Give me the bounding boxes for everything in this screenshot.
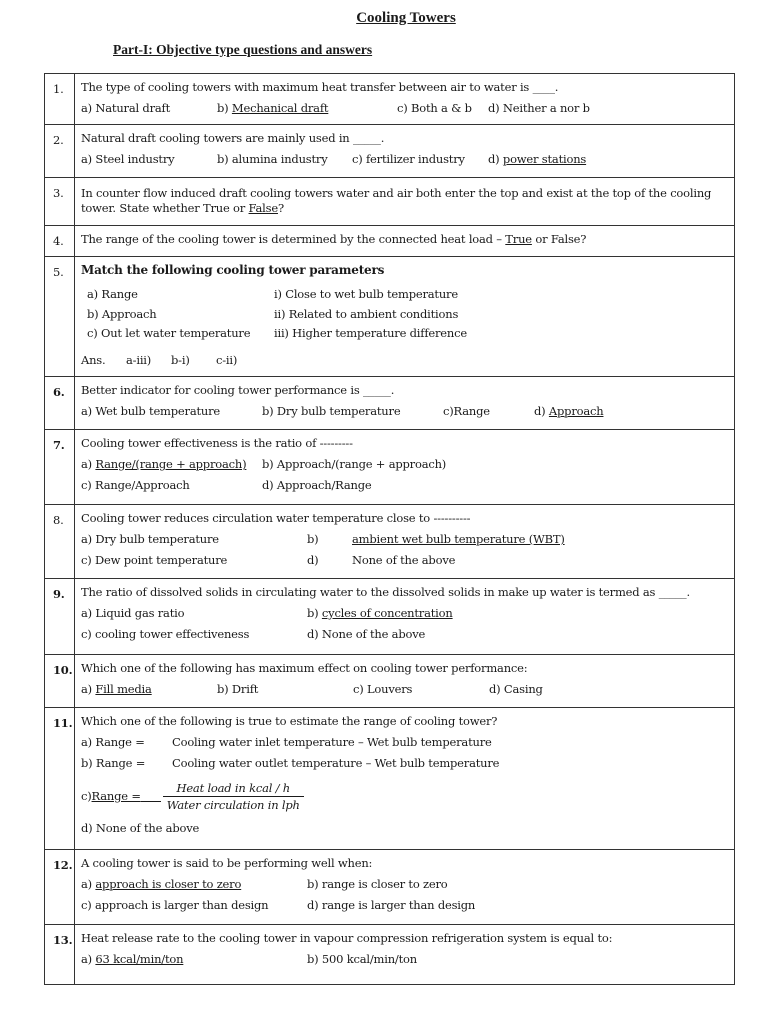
option-label: b) [217,101,232,115]
question-number: 8. [45,505,75,579]
option-label: c) [81,788,92,803]
question-row [45,655,735,708]
question-stem: Which one of the following has maximum effect on cooling tower performance: [81,661,528,675]
question-stem: Better indicator for cooling tower performance is _____. [81,383,395,397]
option-c: c) Louvers [353,682,413,696]
option-a [81,874,307,895]
question-number: 3. [45,178,75,226]
question-number: 6. [45,377,75,430]
option-a: a) Dry bulb temperature [81,532,219,546]
document-title: Cooling Towers [356,10,456,26]
options-line [81,624,728,645]
question-row [45,505,735,579]
question-row [45,125,735,178]
question-number: 4. [45,226,75,257]
option-a [81,949,307,970]
correct-answer: ambient wet bulb temperature (WBT) [352,532,565,546]
question-body [75,850,735,925]
option-a-label: a) Range = [81,735,145,749]
option-b: b) 500 kcal/min/ton [307,952,417,966]
options-line [81,895,728,916]
options-line [81,529,728,550]
question-row [45,257,735,377]
match-right: iii) Higher temperature difference [274,326,467,340]
question-number: 10. [45,655,75,708]
option-label: a) [81,952,96,966]
option-b: b) alumina industry [217,152,328,166]
question-stem-cont [81,201,728,216]
option-d: None of the above [352,553,456,567]
options-line [81,401,728,422]
option-a: a) Steel industry [81,152,175,166]
option-d: d) None of the above [307,627,426,641]
fraction-denominator: Water circulation in lph [166,797,300,812]
option-d: d) Approach/Range [262,478,372,492]
correct-answer: Range = [91,788,141,803]
option-label: d) [534,404,549,418]
question-stem: In counter flow induced draft cooling towers water and air both enter the top and exist at the top of the cooling [81,186,712,200]
option-a [81,679,217,700]
question-number: 1. [45,74,75,125]
option-d: d) Neither a nor b [488,101,590,115]
option-label: b) [307,606,322,620]
option-a [81,454,262,475]
option-b [217,98,397,119]
correct-answer: True [505,232,532,246]
option-b [307,603,453,624]
option-c: c) Dew point temperature [81,553,228,567]
option-c: c) approach is larger than design [81,898,269,912]
question-body [75,430,735,505]
question-body [75,226,735,257]
question-body [75,655,735,708]
options-line [81,679,728,700]
option-label: a) [81,682,96,696]
options-line [81,603,728,624]
option-d: d) None of the above [81,821,200,835]
answer-pair: a-iii) [126,352,152,367]
option-label: d) [488,152,503,166]
match-row [81,305,728,325]
correct-answer: Mechanical draft [231,101,329,115]
stem-text: or False? [531,232,587,246]
match-right: ii) Related to ambient conditions [274,306,459,321]
part-title: Part-I: Objective type questions and answers [113,42,373,57]
correct-answer: approach is closer to zero [95,877,242,891]
options-line [81,874,728,895]
answer-pair: c-ii) [216,352,238,367]
correct-answer: cycles of concentration [321,606,453,620]
option-c: c) Both a & b [397,101,472,115]
option-d [488,149,586,170]
question-stem: The ratio of dissolved solids in circulating water to the dissolved solids in make up water is termed as _____. [81,585,690,599]
question-row [45,708,735,850]
option-b-label: b) Range = [81,756,146,770]
question-number: 9. [45,579,75,655]
correct-answer: False [248,201,278,215]
option-c: c)Range [443,404,490,418]
question-row [45,430,735,505]
options-line [81,774,728,818]
option-a: a) Liquid gas ratio [81,606,185,620]
match-left: b) Approach [87,306,157,321]
option-d-label: d) [307,553,319,567]
question-body [75,579,735,655]
stem-text: ? [277,201,284,215]
question-stem: Cooling tower reduces circulation water temperature close to ---------- [81,511,471,525]
correct-answer: Range/(range + approach) [95,457,247,471]
questions-table [44,73,735,985]
range-formula-fraction [163,781,304,812]
correct-answer: Fill media [95,682,152,696]
question-body [75,257,735,377]
question-row [45,377,735,430]
options-line [81,753,728,774]
question-row [45,178,735,226]
options-line [81,732,728,753]
question-body [75,708,735,850]
fraction-leader [141,801,161,802]
question-body [75,74,735,125]
correct-answer: 63 kcal/min/ton [95,952,184,966]
fraction-numerator: Heat load in kcal / h [163,781,304,797]
question-number: 2. [45,125,75,178]
option-b: b) Drift [217,682,259,696]
match-left: c) Out let water temperature [87,326,251,340]
option-b: b) Dry bulb temperature [262,404,401,418]
stem-text: tower. State whether True or [81,201,249,215]
options-line [81,98,728,119]
option-c: c) fertilizer industry [352,152,465,166]
options-line [81,149,728,170]
match-row [81,324,728,344]
question-row [45,579,735,655]
question-stem: Cooling tower effectiveness is the ratio of --------- [81,436,353,450]
question-stem: Heat release rate to the cooling tower in vapour compression refrigeration system is equal to: [81,931,613,945]
options-line [81,550,728,571]
question-number: 7. [45,430,75,505]
question-row [45,850,735,925]
option-a: a) Natural draft [81,101,171,115]
question-number: 12. [45,850,75,925]
question-number: 11. [45,708,75,850]
question-body [75,178,735,226]
answer-line [81,350,728,371]
match-row [81,285,728,305]
question-body [75,377,735,430]
question-stem: The type of cooling towers with maximum heat transfer between air to water is ____. [81,80,559,94]
answer-label: Ans. [81,352,106,367]
option-d: d) Casing [489,682,543,696]
options-line [81,949,728,970]
question-stem [81,229,728,250]
option-a: a) Wet bulb temperature [81,404,221,418]
option-c: c) Range/Approach [81,478,190,492]
question-number: 5. [45,257,75,377]
answer-pair: b-i) [171,352,190,367]
option-label: a) [81,457,96,471]
match-right: i) Close to wet bulb temperature [274,287,458,301]
question-stem: Which one of the following is true to estimate the range of cooling tower? [81,714,498,728]
question-body [75,125,735,178]
option-b: Cooling water outlet temperature – Wet bulb temperature [172,756,500,770]
match-left: a) Range [87,287,138,301]
question-body [75,925,735,985]
option-d [534,401,603,422]
option-d: d) range is larger than design [307,898,476,912]
question-row [45,925,735,985]
question-body [75,505,735,579]
stem-text: The range of the cooling tower is determined by the connected heat load – [81,232,506,246]
question-stem: Natural draft cooling towers are mainly used in _____. [81,131,385,145]
question-stem: Match the following cooling tower parameters [81,263,385,277]
options-line [81,475,728,496]
option-label: a) [81,877,96,891]
options-line [81,454,728,475]
option-b: b) Approach/(range + approach) [262,457,447,471]
option-b: b) range is closer to zero [307,877,448,891]
option-a: Cooling water inlet temperature – Wet bulb temperature [172,735,492,749]
correct-answer: Approach [548,404,604,418]
correct-answer: power stations [502,152,587,166]
question-row [45,74,735,125]
question-number: 13. [45,925,75,985]
question-stem: A cooling tower is said to be performing well when: [81,856,373,870]
option-b-label: b) [307,532,319,546]
option-c: c) cooling tower effectiveness [81,627,250,641]
question-row [45,226,735,257]
